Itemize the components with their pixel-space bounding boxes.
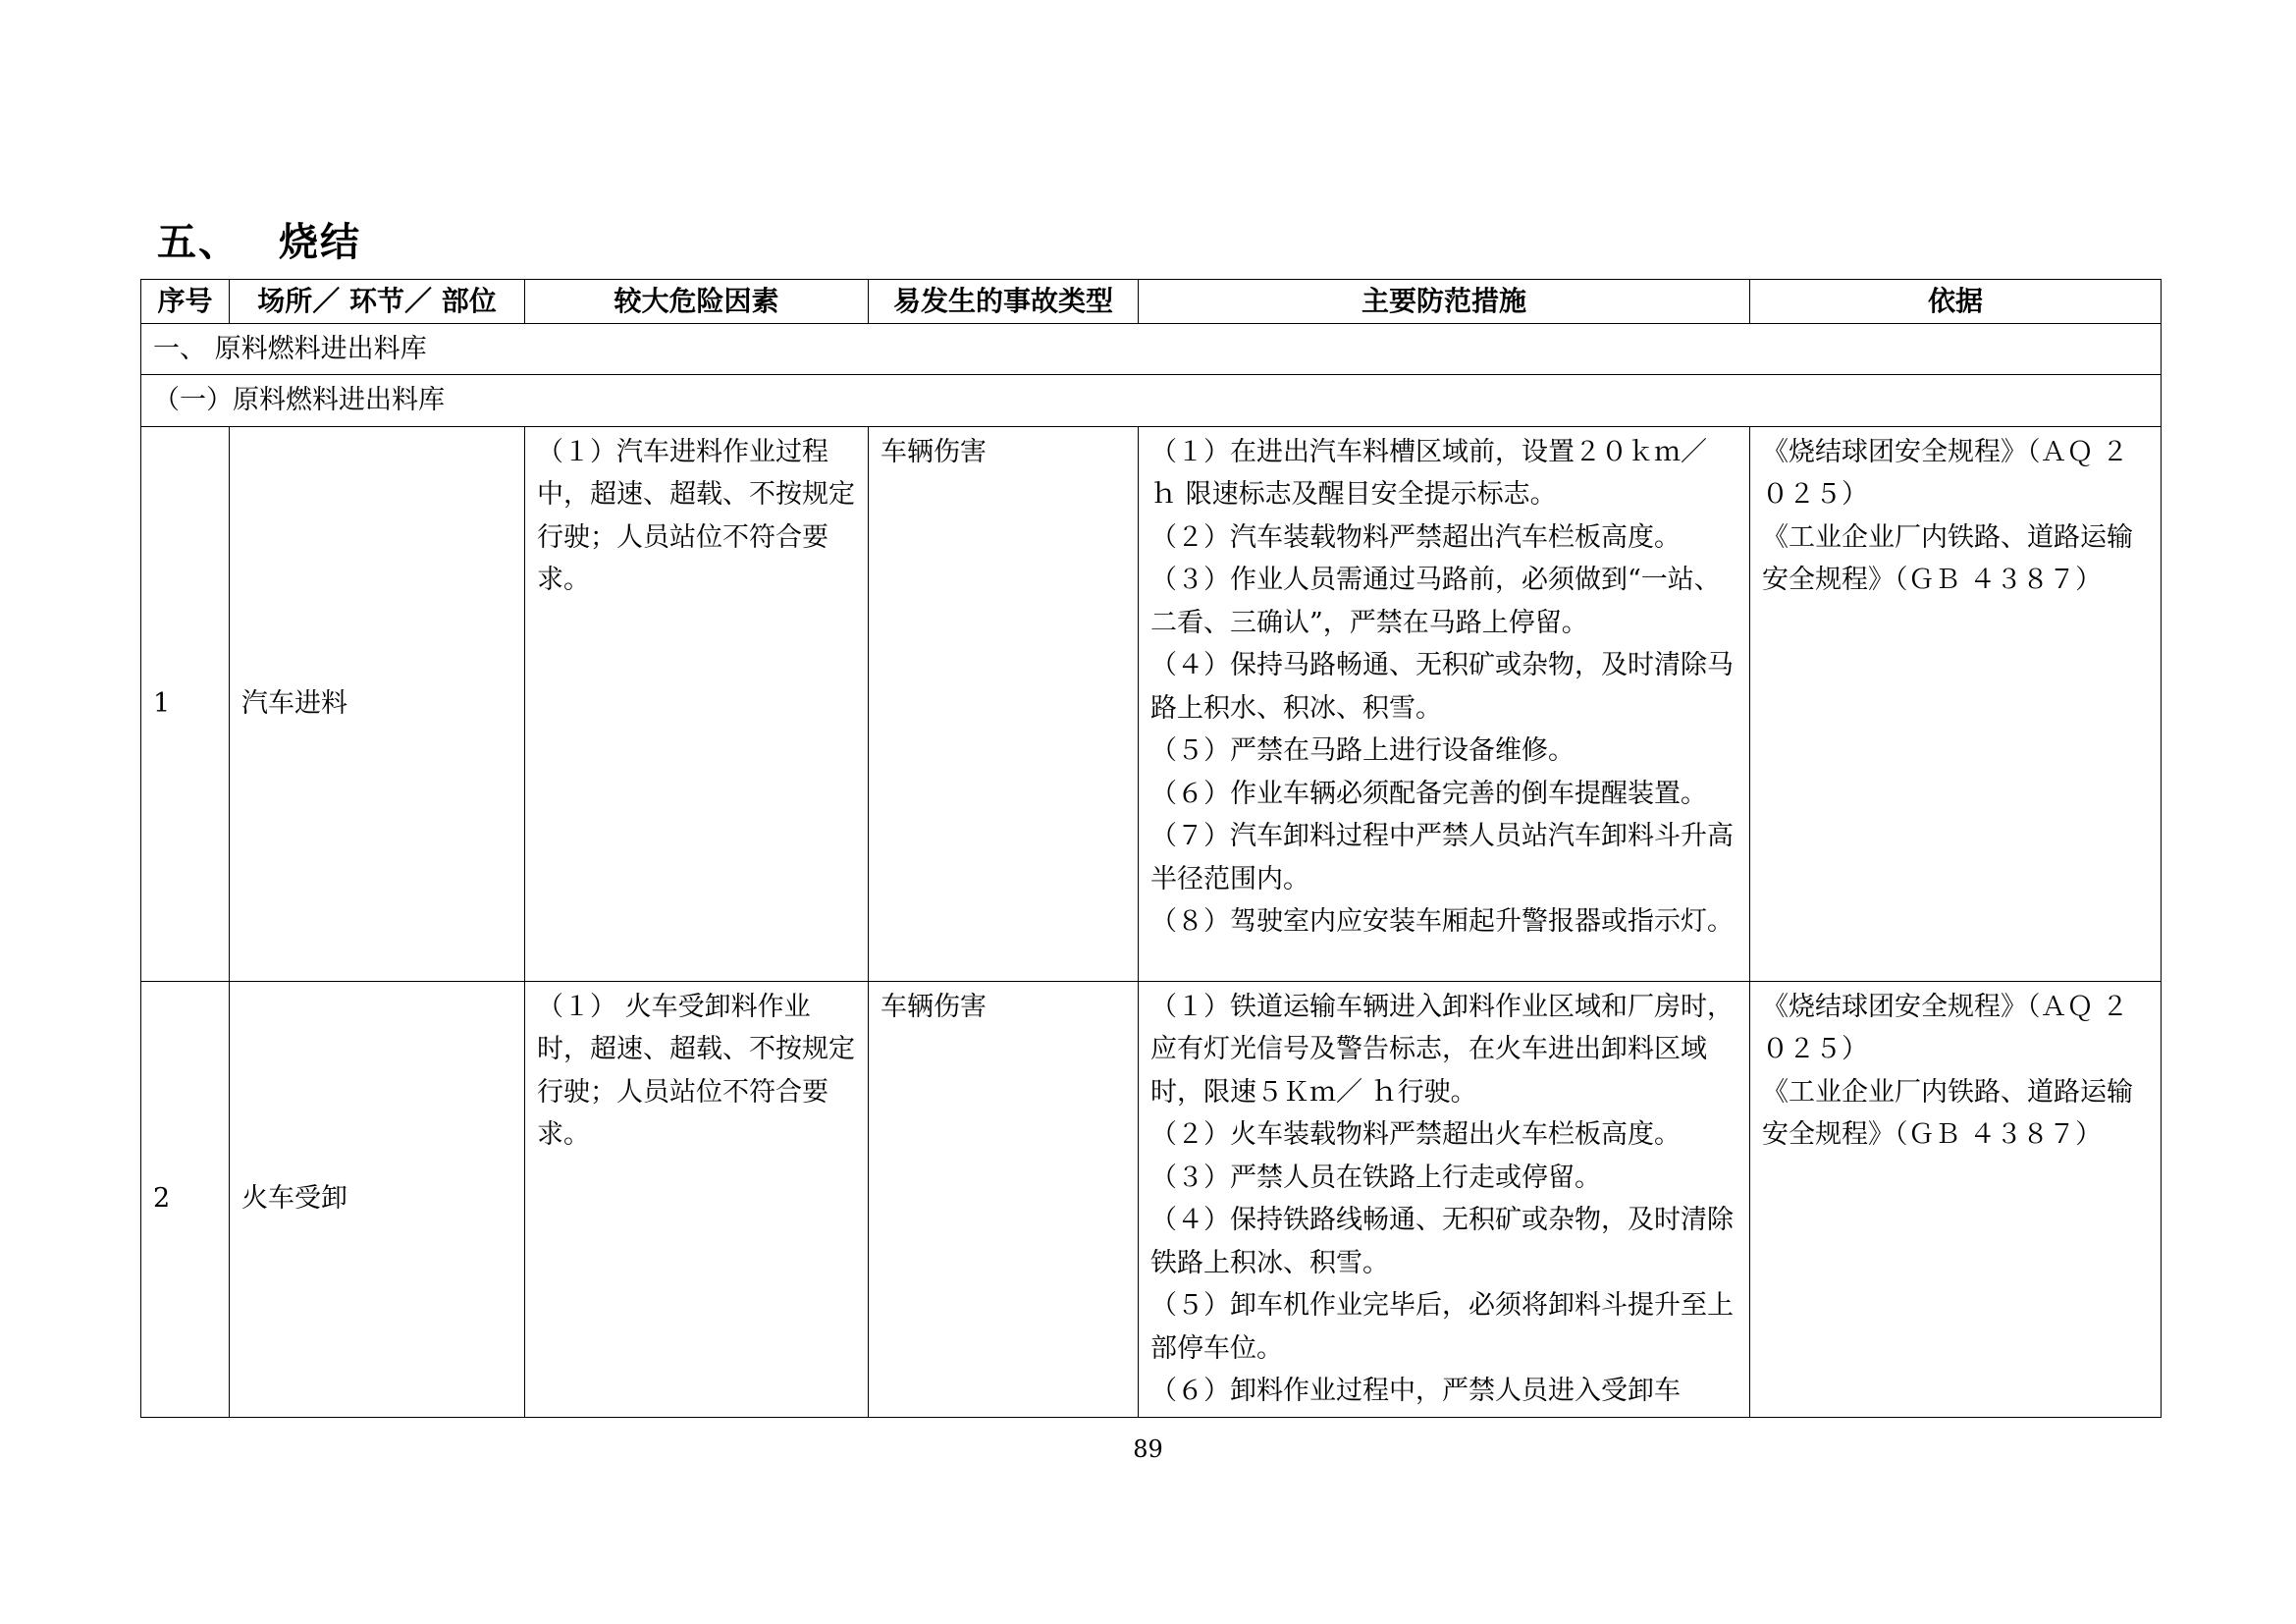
row-hazard: （１） 火车受卸料作业时，超速、超载、不按规定行驶；人员站位不符合要求。 — [525, 981, 869, 1417]
table-row — [141, 981, 2162, 1417]
page-title — [157, 211, 361, 267]
table-header-row — [141, 280, 2162, 324]
subsection-row — [141, 375, 2162, 427]
row-measures — [1139, 426, 1750, 981]
section-heading: 一、 原料燃料进出料库 — [141, 323, 2162, 375]
subsection-heading: （一）原料燃料进出料库 — [141, 375, 2162, 427]
header-hazard: 较大危险因素 — [525, 280, 869, 324]
row-accident: 车辆伤害 — [869, 426, 1139, 981]
row-location: 火车受卸 — [230, 981, 525, 1417]
row-measures — [1139, 981, 1750, 1417]
measure-item: （３）作业人员需通过马路前，必须做到“一站、二看、三确认”，严禁在马路上停留。 — [1150, 565, 1721, 638]
measure-item: （２）汽车装载物料严禁超出汽车栏板高度。 — [1150, 521, 1681, 553]
measure-item: （１）铁道运输车辆进入卸料作业区域和厂房时，应有灯光信号及警告标志，在火车进出卸料区域时，限速５Ｋｍ／ ｈ行驶。 — [1150, 991, 1734, 1108]
page-number: 89 — [1133, 1435, 1163, 1463]
row-basis — [1750, 426, 2162, 981]
measure-item: （２）火车装载物料严禁超出火车栏板高度。 — [1150, 1119, 1681, 1150]
header-index: 序号 — [141, 280, 230, 324]
measure-item: （４）保持马路畅通、无积矿或杂物，及时清除马路上积水、积冰、积雪。 — [1150, 650, 1734, 724]
row-basis — [1750, 981, 2162, 1417]
header-accident: 易发生的事故类型 — [869, 280, 1139, 324]
measure-item: （１）在进出汽车料槽区域前，设置２０ｋｍ／ ｈ 限速标志及醒目安全提示标志。 — [1150, 436, 1707, 510]
measure-item: （６）卸料作业过程中，严禁人员进入受卸车 — [1150, 1376, 1681, 1406]
row-hazard: （１）汽车进料作业过程中，超速、超载、不按规定行驶；人员站位不符合要求。 — [525, 426, 869, 981]
row-index: 2 — [141, 981, 230, 1417]
basis-item: 《烧结球团安全规程》（ＡＱ ２０２５） — [1762, 991, 2129, 1064]
section-number: 五、 — [157, 220, 240, 265]
section-title: 烧结 — [279, 220, 361, 265]
row-accident: 车辆伤害 — [869, 981, 1139, 1417]
measure-item: （７）汽车卸料过程中严禁人员站汽车卸料斗升高半径范围内。 — [1150, 821, 1734, 894]
measure-item: （５）卸车机作业完毕后，必须将卸料斗提升至上部停车位。 — [1150, 1290, 1734, 1364]
header-measures: 主要防范措施 — [1139, 280, 1750, 324]
basis-item: 《工业企业厂内铁路、道路运输安全规程》（ＧＢ ４３８７） — [1762, 521, 2133, 595]
risk-table — [140, 279, 2162, 1418]
table-row — [141, 426, 2162, 981]
measure-item: （３）严禁人员在铁路上行走或停留。 — [1150, 1162, 1601, 1193]
row-index: 1 — [141, 426, 230, 981]
measure-item: （８）驾驶室内应安装车厢起升警报器或指示灯。 — [1150, 906, 1734, 937]
header-location: 场所／ 环节／ 部位 — [230, 280, 525, 324]
measure-item: （４）保持铁路线畅通、无积矿或杂物，及时清除铁路上积冰、积雪。 — [1150, 1205, 1734, 1278]
header-basis: 依据 — [1750, 280, 2162, 324]
basis-item: 《工业企业厂内铁路、道路运输安全规程》（ＧＢ ４３８７） — [1762, 1076, 2133, 1150]
basis-item: 《烧结球团安全规程》（ＡＱ ２０２５） — [1762, 436, 2129, 510]
section-row — [141, 323, 2162, 375]
measure-item: （６）作业车辆必须配备完善的倒车提醒装置。 — [1150, 778, 1707, 809]
row-location: 汽车进料 — [230, 426, 525, 981]
measure-item: （５）严禁在马路上进行设备维修。 — [1150, 735, 1575, 766]
